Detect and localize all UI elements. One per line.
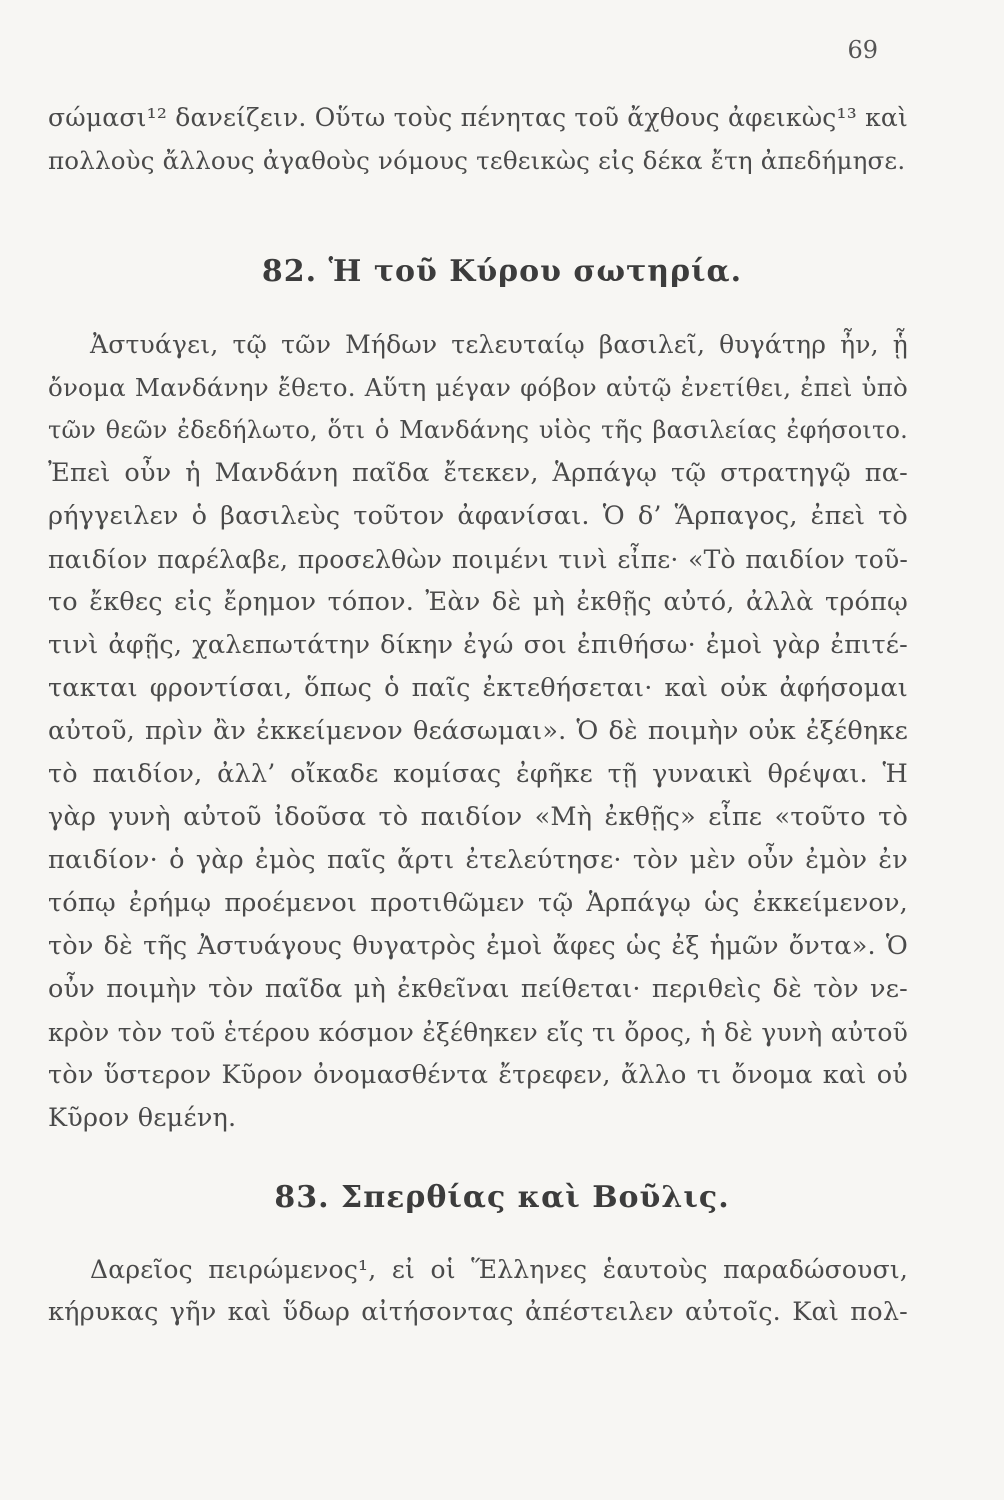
text-line: οὖν ποιμὴν τὸν παῖδα μὴ ἐκθεῖναι πείθεται· περιθεὶς δὲ τὸν νε- <box>48 974 908 1004</box>
text-line: αὐτοῦ, πρὶν ἂν ἐκκείμενον θεάσωμαι». Ὁ δὲ ποιμὴν οὐκ ἐξέθηκε <box>48 716 908 746</box>
text-line: ὄνομα Μανδάνην ἔθετο. Αὕτη μέγαν φόβον αὐτῷ ἐνετίθει, ἐπεὶ ὑπὸ <box>48 373 908 402</box>
section-83-paragraph <box>48 1248 908 1334</box>
text-line: τὸν ὕστερον Κῦρον ὀνομασθέντα ἔτρεφεν, ἄλλο τι ὄνομα καὶ οὐ <box>48 1060 908 1090</box>
text-line: τινὶ ἀφῇς, χαλεπωτάτην δίκην ἐγώ σοι ἐπιθήσω· ἐμοὶ γὰρ ἐπιτέ- <box>48 630 908 660</box>
text-line: τόπῳ ἐρήμῳ προέμενοι προτιθῶμεν τῷ Ἁρπάγῳ ὡς ἐκκείμενον, <box>48 888 908 918</box>
text-line: Ἀστυάγει, τῷ τῶν Μήδων τελευταίῳ βασιλεῖ, θυγάτηρ ἦν, ᾗ <box>90 330 908 359</box>
page-number: 69 <box>847 36 878 64</box>
text-line: τῶν θεῶν ἐδεδήλωτο, ὅτι ὁ Μανδάνης υἱὸς τῆς βασιλείας ἐφήσοιτο. <box>48 416 908 444</box>
text-line: γὰρ γυνὴ αὐτοῦ ἰδοῦσα τὸ παιδίον «Μὴ ἐκθῇς» εἶπε «τοῦτο τὸ <box>48 802 908 832</box>
text-line: κήρυκας γῆν καὶ ὕδωρ αἰτήσοντας ἀπέστειλεν αὐτοῖς. Καὶ πολ- <box>48 1297 908 1327</box>
text-line: παιδίον· ὁ γὰρ ἐμὸς παῖς ἄρτι ἐτελεύτησε· τὸν μὲν οὖν ἐμὸν ἐν <box>48 845 908 875</box>
text-line: Δαρεῖος πειρώμενος¹, εἰ οἱ Ἕλληνες ἑαυτοὺς παραδώσουσι, <box>90 1255 908 1284</box>
text-line: το ἔκθες εἰς ἔρημον τόπον. Ἐὰν δὲ μὴ ἐκθῇς αὐτό, ἀλλὰ τρόπῳ <box>48 587 908 617</box>
section-heading: 83. Σπερθίας καὶ Βοῦλις. <box>274 1180 730 1215</box>
text-line: πολλοὺς ἄλλους ἀγαθοὺς νόμους τεθεικὼς εἰς δέκα ἔτη ἀπεδήμησε. <box>48 146 906 175</box>
text-line: Ἐπεὶ οὖν ἡ Μανδάνη παῖδα ἔτεκεν, Ἁρπάγῳ τῷ στρατηγῷ πα- <box>48 458 908 488</box>
text-line: παιδίον παρέλαβε, προσελθὼν ποιμένι τινὶ εἶπε· «Τὸ παιδίον τοῦ- <box>48 545 908 574</box>
text-line: σώμασι¹² δανείζειν. Οὕτω τοὺς πένητας τοῦ ἄχθους ἀφεικὼς¹³ καὶ <box>48 103 908 132</box>
text-line: τὸν δὲ τῆς Ἀστυάγους θυγατρὸς ἐμοὶ ἄφες ὡς ἐξ ἡμῶν ὄντα». Ὁ <box>48 931 908 961</box>
text-line: τακται φροντίσαι, ὅπως ὁ παῖς ἐκτεθήσεται· καὶ οὐκ ἀφήσομαι <box>48 673 908 703</box>
section-82-paragraph <box>48 323 908 1140</box>
text-line: Κῦρον θεμένη. <box>48 1103 237 1133</box>
section-heading: 82. Ἡ τοῦ Κύρου σωτηρία. <box>261 254 743 289</box>
intro-paragraph <box>48 96 908 182</box>
text-line: κρὸν τὸν τοῦ ἑτέρου κόσμον ἐξέθηκεν εἴς τι ὄρος, ἡ δὲ γυνὴ αὐτοῦ <box>48 1018 908 1047</box>
text-line: ρήγγειλεν ὁ βασιλεὺς τοῦτον ἀφανίσαι. Ὁ δ’ Ἅρπαγος, ἐπεὶ τὸ <box>48 501 908 531</box>
text-line: τὸ παιδίον, ἀλλ’ οἴκαδε κομίσας ἐφῆκε τῇ γυναικὶ θρέψαι. Ἡ <box>48 759 908 789</box>
